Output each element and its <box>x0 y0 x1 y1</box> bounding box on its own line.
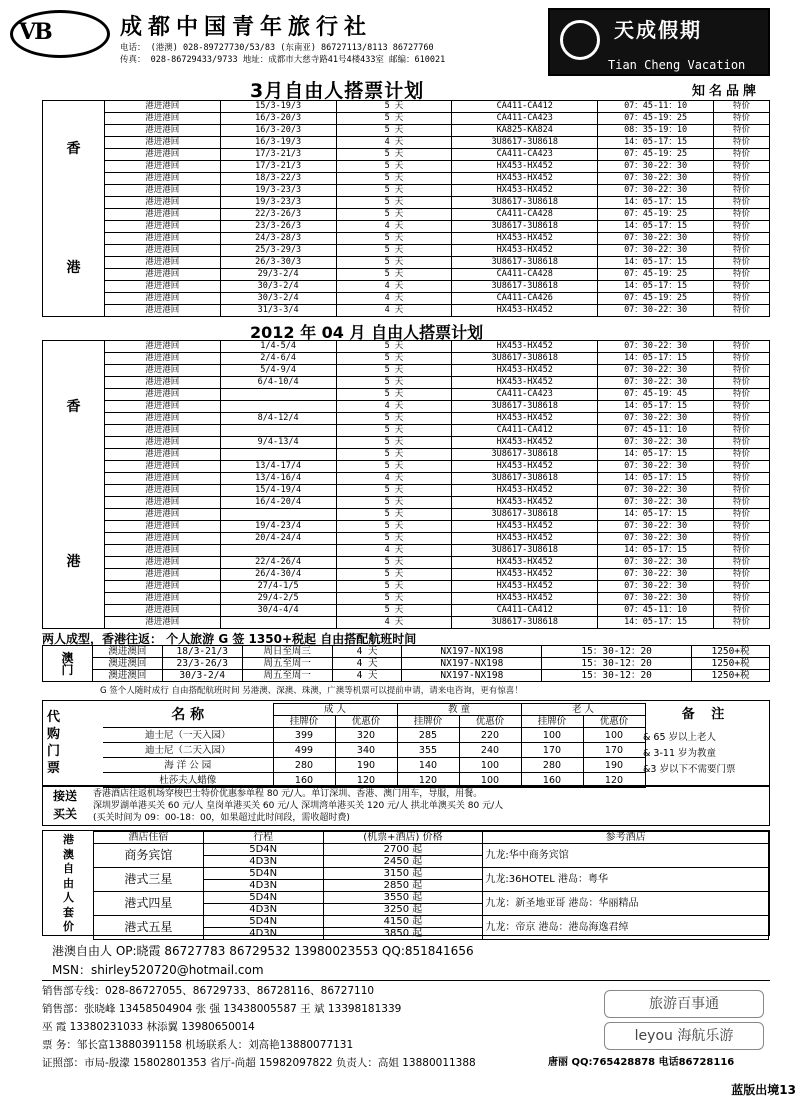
schedule-row: 港进港回 29/4-2/5 5 天 HX453-HX452 07：30-22：30 特价 <box>43 593 770 605</box>
transfer-section: 接送 买关 香港酒店往返机场穿梭巴士特价优惠参单程 80 元/人。单订深圳、香港、澳门用车，导服，用餐。 深圳罗湖单港买关 60 元/人 皇岗单港买关 60 元/人 深圳湾单港买关 120 元/人 拱北单澳买关 80 元/人 (买关时间为 09：00-18：00，如果超过此时间段，需收超时费) <box>42 786 770 826</box>
schedule-row: 港进港回 22/4-26/4 5 天 HX453-HX452 07：30-22：30 特价 <box>43 557 770 569</box>
package-ref-hotel: 九龙:36HOTEL 港岛：粤华 <box>483 868 769 892</box>
schedule-row: 港进港回 24/3-28/3 5 天 HX453-HX452 07：30-22：30 特价 <box>43 233 770 245</box>
schedule-row: 港进港回 23/3-26/3 4 天 3U8617-3U8618 14：05-17：15 特价 <box>43 221 770 233</box>
region-label: 香 港 <box>43 341 105 629</box>
page-number: 蓝版出境13 <box>731 1083 796 1097</box>
schedule-row: 港进港回 16/3-20/3 5 天 CA411-CA423 07：45-19：25 特价 <box>43 113 770 125</box>
badge-leyou: leyou 海航乐游 <box>604 1022 764 1050</box>
schedule-row: 港进港回 6/4-10/4 5 天 HX453-HX452 07：30-22：30 特价 <box>43 377 770 389</box>
schedule-row: 港进港回 4 天 3U8617-3U8618 14：05-17：15 特价 <box>43 401 770 413</box>
schedule-row: 港进港回 4 天 3U8617-3U8618 14：05-17：15 特价 <box>43 617 770 629</box>
package-hotel: 港式四星 <box>94 892 204 916</box>
ticket-name-head: 名 称 <box>103 704 273 728</box>
schedule-row: 港进港回 29/3-2/4 5 天 CA411-CA428 07：45-19：25 特价 <box>43 269 770 281</box>
package-row: 商务宾馆 5D4N 2700 起 九龙:华中商务宾馆 <box>94 844 769 856</box>
schedule-row: 港进港回 30/4-4/4 5 天 CA411-CA412 07：45-11：10 特价 <box>43 605 770 617</box>
op-contact: 港澳自由人 OP:晓霞 86727783 86729532 13980023553 QQ:851841656 MSN：shirley520720@hotmail.com <box>52 944 474 977</box>
tickets-remarks: 备 注 & 65 岁以上老人 & 3-11 岁为教童 &3 岁以下不需要门票 <box>643 707 736 775</box>
package-row: 港式四星 5D4N 3550 起 九龙：新圣地亚哥 港岛：华丽精品 <box>94 892 769 904</box>
macau-row: 澳进澳回 23/3-26/3 周五至周一 4 天 NX197-NX198 15：30-12：20 1250+税 <box>43 658 770 670</box>
package-row: 港式五星 5D4N 4150 起 九龙：帝京 港岛：港岛海逸君绰 <box>94 916 769 928</box>
region-label: 香 港 <box>43 101 105 317</box>
package-section <box>42 830 770 939</box>
package-row: 4D3N 3850 起 <box>94 928 769 940</box>
ticket-row: 迪士尼（二天入园） 499 340 355 240 170 170 <box>103 743 645 758</box>
package-table: 酒店住宿 行程 (机票+酒店) 价格 参考酒店 商务宾馆 5D4N 2700 起 九龙:华中商务宾馆 4D3N 2450 起 港式三星 5D4N 3150 起 九龙:36HOTEL 港岛：粤华 4D3N 2850 起 港式四星 5D4N 3550 起 九龙：新圣地亚哥 港岛：华丽精品 4D3N 3250 起 港式五星 5D4N 4150 起 九龙：帝京 港岛：港岛海逸君绰 4D3N 3850 起 <box>93 831 769 940</box>
schedule-row: 港进港回 2/4-6/4 5 天 3U8617-3U8618 14：05-17：15 特价 <box>43 353 770 365</box>
schedule-row: 港进港回 15/4-19/4 5 天 HX453-HX452 07：30-22：30 特价 <box>43 485 770 497</box>
schedule-row: 港进港回 17/3-21/3 5 天 CA411-CA423 07：45-19：25 特价 <box>43 149 770 161</box>
macau-note: G 签个人随时成行 自由搭配航班时间 另港澳、深澳、珠澳，广澳等机票可以提前申请，请来电咨询，更有惊喜！ <box>100 686 523 696</box>
schedule-row: 港进港回 5 天 3U8617-3U8618 14：05-17：15 特价 <box>43 509 770 521</box>
package-hotel: 商务宾馆 <box>94 844 204 868</box>
schedule-row: 香 港 港进港回 15/3-19/3 5 天 CA411-CA412 07：45-11：10 特价 <box>43 101 770 113</box>
schedule-row: 港进港回 9/4-13/4 5 天 HX453-HX452 07：30-22：30 特价 <box>43 437 770 449</box>
schedule-row: 港进港回 5 天 3U8617-3U8618 14：05-17：15 特价 <box>43 449 770 461</box>
macau-heading: 两人成型，香港往返： 个人旅游 G 签 1350+税起 自由搭配航班时间 <box>42 632 417 646</box>
schedule-row: 香 港 港进港回 1/4-5/4 5 天 HX453-HX452 07：30-22：30 特价 <box>43 341 770 353</box>
badge-baishitong: 旅游百事通 <box>604 990 764 1018</box>
package-hotel: 港式五星 <box>94 916 204 940</box>
ticket-row: 迪士尼（一天入园） 399 320 285 220 100 100 <box>103 728 645 743</box>
schedule-row: 港进港回 31/3-3/4 4 天 HX453-HX452 07：30-22：30 特价 <box>43 305 770 317</box>
company-name: 成都中国青年旅行社 <box>120 15 373 40</box>
schedule-row: 港进港回 30/3-2/4 4 天 3U8617-3U8618 14：05-17：15 特价 <box>43 281 770 293</box>
schedule-row: 港进港回 16/4-20/4 5 天 HX453-HX452 07：30-22：30 特价 <box>43 497 770 509</box>
schedule-row: 港进港回 16/3-20/3 5 天 KA825-KA824 08：35-19：10 特价 <box>43 125 770 137</box>
schedule-row: 港进港回 5 天 CA411-CA423 07：45-19：45 特价 <box>43 389 770 401</box>
company-contact-info: 电话： (港澳) 028-89727730/53/83 (东南亚) 86727113/8113 86727760 传真： 028-86729433/9733 地址：成都市大慈寺路41号4楼433室 邮编：610021 <box>120 43 446 65</box>
package-row: 港式三星 5D4N 3150 起 九龙:36HOTEL 港岛：粤华 <box>94 868 769 880</box>
schedule-row: 港进港回 5/4-9/4 5 天 HX453-HX452 07：30-22：30 特价 <box>43 365 770 377</box>
schedule-row: 港进港回 19/4-23/4 5 天 HX453-HX452 07：30-22：30 特价 <box>43 521 770 533</box>
april-plan-title: 2012 年 04 月 自由人搭票计划 <box>250 323 484 342</box>
package-ref-hotel: 九龙:华中商务宾馆 <box>483 844 769 868</box>
package-ref-hotel: 九龙：帝京 港岛：港岛海逸君绰 <box>483 916 769 940</box>
tang-contact: 唐丽 QQ:765428878 电话86728116 <box>548 1057 735 1068</box>
package-label: 港 澳 自 由 人 套 价 <box>63 833 74 933</box>
schedule-row: 港进港回 25/3-29/3 5 天 HX453-HX452 07：30-22：30 特价 <box>43 245 770 257</box>
schedule-row: 港进港回 18/3-22/3 5 天 HX453-HX452 07：30-22：30 特价 <box>43 173 770 185</box>
schedule-row: 港进港回 13/4-17/4 5 天 HX453-HX452 07：30-22：30 特价 <box>43 461 770 473</box>
sales-contacts: 销售部专线：028-86727055、86729733、86728116、86727110 销售部：张晓峰 13458504904 张 强 13438005587 王 斌 13398181339 巫 霞 13380231033 林添翼 13980650014 票 务：邹长富13880391158 机场联系人：刘高艳13880077131 证照部：市局-殷濛 15802801353 省厅-尚超 15982097822 负责人：高姐 13880011388 <box>42 985 476 1069</box>
schedule-row: 港进港回 27/4-1/5 5 天 HX453-HX452 07：30-22：30 特价 <box>43 581 770 593</box>
tickets-label: 代 购 门 票 <box>47 710 61 776</box>
header <box>0 0 800 76</box>
schedule-row: 港进港回 22/3-26/3 5 天 CA411-CA428 07：45-19：25 特价 <box>43 209 770 221</box>
schedule-row: 港进港回 4 天 3U8617-3U8618 14：05-17：15 特价 <box>43 545 770 557</box>
march-schedule-table <box>42 100 770 317</box>
brand-subtitle: 知名品牌 <box>692 84 761 99</box>
brand-icon <box>560 20 600 60</box>
company-logo: VB <box>10 10 110 58</box>
schedule-row: 港进港回 26/3-30/3 5 天 3U8617-3U8618 14：05-17：15 特价 <box>43 257 770 269</box>
macau-row: 澳 门 澳进澳回 18/3-21/3 周日至周三 4 天 NX197-NX198 15：30-12：20 1250+税 <box>43 646 770 658</box>
macau-schedule-table <box>42 645 770 682</box>
package-row: 4D3N 2450 起 <box>94 856 769 868</box>
schedule-row: 港进港回 13/4-16/4 4 天 3U8617-3U8618 14：05-17：15 特价 <box>43 473 770 485</box>
tickets-table: 名 称 成 人 教 童 老 人 挂牌价 优惠价 挂牌价 优惠价 挂牌价 优惠价 迪士尼（一天入园） 399 320 285 220 100 100 迪士尼（二天入园） 499 340 355 240 170 170 海 洋 公 园 280 190 140 100 280 190 杜莎夫人蜡像 160 120 120 100 160 120 <box>103 703 646 788</box>
transfer-label: 接送 买关 <box>52 789 77 821</box>
divider <box>42 980 770 981</box>
package-hotel: 港式三星 <box>94 868 204 892</box>
april-schedule-table <box>42 340 770 629</box>
schedule-row: 港进港回 16/3-19/3 4 天 3U8617-3U8618 14：05-17：15 特价 <box>43 137 770 149</box>
march-plan-title: 3月自由人搭票计划 <box>250 80 425 102</box>
package-row: 4D3N 3250 起 <box>94 904 769 916</box>
schedule-row: 港进港回 19/3-23/3 5 天 3U8617-3U8618 14：05-17：15 特价 <box>43 197 770 209</box>
package-row: 4D3N 2850 起 <box>94 880 769 892</box>
macau-row: 澳进澳回 30/3-2/4 周五至周一 4 天 NX197-NX198 15：30-12：20 1250+税 <box>43 670 770 682</box>
ticket-row: 杜莎夫人蜡像 160 120 120 100 160 120 <box>103 773 645 788</box>
macau-label: 澳 门 <box>43 646 93 682</box>
package-ref-hotel: 九龙：新圣地亚哥 港岛：华丽精品 <box>483 892 769 916</box>
schedule-row: 港进港回 17/3-21/3 5 天 HX453-HX452 07：30-22：30 特价 <box>43 161 770 173</box>
schedule-row: 港进港回 8/4-12/4 5 天 HX453-HX452 07：30-22：30 特价 <box>43 413 770 425</box>
brand-logo: 天成假期 Tian Cheng Vacation <box>548 8 770 76</box>
schedule-row: 港进港回 20/4-24/4 5 天 HX453-HX452 07：30-22：30 特价 <box>43 533 770 545</box>
schedule-row: 港进港回 30/3-2/4 4 天 CA411-CA426 07：45-19：25 特价 <box>43 293 770 305</box>
schedule-row: 港进港回 5 天 CA411-CA412 07：45-11：10 特价 <box>43 425 770 437</box>
schedule-row: 港进港回 19/3-23/3 5 天 HX453-HX452 07：30-22：30 特价 <box>43 185 770 197</box>
tickets-section <box>42 700 770 786</box>
ticket-row: 海 洋 公 园 280 190 140 100 280 190 <box>103 758 645 773</box>
schedule-row: 港进港回 26/4-30/4 5 天 HX453-HX452 07：30-22：30 特价 <box>43 569 770 581</box>
